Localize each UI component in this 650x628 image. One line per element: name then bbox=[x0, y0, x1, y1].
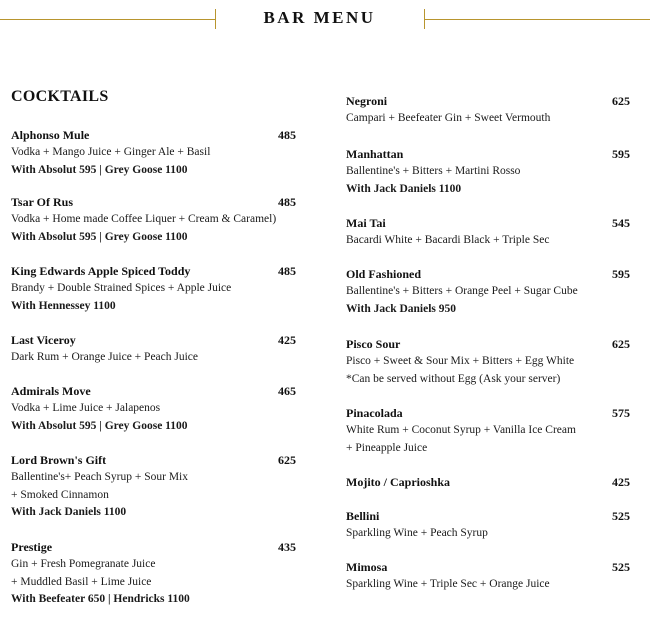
menu-item-name: Mojito / Caprioshka bbox=[346, 475, 451, 489]
menu-item bbox=[346, 558, 630, 594]
menu-title: BAR MENU bbox=[263, 8, 376, 27]
menu-item-ingredients: Gin + Fresh Pomegranate Juice bbox=[11, 558, 156, 570]
menu-item-price: 425 bbox=[612, 475, 630, 489]
menu-item-name: Manhattan bbox=[346, 147, 404, 161]
menu-item-name: Old Fashioned bbox=[346, 267, 422, 281]
menu-item-price: 525 bbox=[612, 509, 630, 523]
header-rule-left bbox=[0, 19, 215, 20]
menu-item-price: 485 bbox=[278, 128, 296, 142]
menu-item-header bbox=[346, 404, 630, 422]
menu-item-spirit-option: With Jack Daniels 1100 bbox=[11, 506, 127, 518]
menu-item-price: 485 bbox=[278, 264, 296, 278]
menu-item-spirit-option: With Hennessey 1100 bbox=[11, 299, 116, 312]
menu-item-spirit-option: With Absolut 595 | Grey Goose 1100 bbox=[11, 419, 188, 432]
menu-item-name: Mai Tai bbox=[346, 216, 386, 230]
menu-item-price: 425 bbox=[278, 333, 296, 347]
menu-item bbox=[11, 382, 296, 435]
menu-item bbox=[11, 331, 296, 367]
menu-item-ingredients: Ballentine's+ Peach Syrup + Sour Mix bbox=[11, 471, 188, 483]
menu-item-name: Pinacolada bbox=[346, 406, 403, 420]
menu-item-name: Bellini bbox=[346, 509, 380, 523]
menu-item-header bbox=[11, 451, 296, 469]
menu-item bbox=[346, 473, 630, 491]
menu-item-ingredients: Brandy + Double Strained Spices + Apple Juice bbox=[11, 282, 232, 294]
menu-item bbox=[346, 335, 630, 388]
menu-item-header bbox=[346, 335, 630, 353]
menu-item-price: 485 bbox=[278, 195, 296, 209]
menu-item-spirit-option: With Jack Daniels 950 bbox=[346, 302, 457, 315]
menu-item bbox=[346, 92, 630, 128]
menu-item-ingredients: Sparkling Wine + Triple Sec + Orange Juice bbox=[346, 578, 550, 590]
menu-item bbox=[11, 538, 296, 609]
menu-item-name: Mimosa bbox=[346, 560, 388, 574]
menu-item-ingredients: Ballentine's + Bitters + Martini Rosso bbox=[346, 165, 521, 177]
menu-item bbox=[346, 265, 630, 318]
menu-item-name: Lord Brown's Gift bbox=[11, 453, 107, 467]
menu-item-ingredients: Sparkling Wine + Peach Syrup bbox=[346, 527, 488, 539]
menu-item-name: Admirals Move bbox=[11, 384, 91, 398]
menu-item-name: Alphonso Mule bbox=[11, 128, 90, 142]
menu-item-header bbox=[346, 92, 630, 110]
menu-item-header bbox=[11, 331, 296, 349]
menu-item-header bbox=[346, 145, 630, 163]
menu-item-ingredients: Pisco + Sweet & Sour Mix + Bitters + Egg White bbox=[346, 355, 575, 367]
menu-item bbox=[346, 214, 630, 250]
menu-item-price: 545 bbox=[612, 216, 630, 230]
menu-item-ingredients: Bacardi White + Bacardi Black + Triple Sec bbox=[346, 234, 550, 246]
menu-item-price: 575 bbox=[612, 406, 630, 420]
menu-item-price: 435 bbox=[278, 540, 296, 554]
menu-item-name: Pisco Sour bbox=[346, 337, 401, 351]
menu-item-name: Prestige bbox=[11, 540, 53, 554]
menu-item-header bbox=[346, 265, 630, 283]
menu-item-ingredients: Campari + Beefeater Gin + Sweet Vermouth bbox=[346, 112, 551, 124]
menu-item-price: 625 bbox=[612, 337, 630, 351]
menu-item bbox=[11, 262, 296, 315]
section-title-cocktails: COCKTAILS bbox=[11, 88, 109, 105]
menu-item-ingredients: Vodka + Mango Juice + Ginger Ale + Basil bbox=[11, 146, 211, 158]
menu-item-price: 625 bbox=[612, 94, 630, 108]
menu-item-name: Last Viceroy bbox=[11, 333, 76, 347]
menu-item-header bbox=[346, 214, 630, 232]
menu-item-price: 625 bbox=[278, 453, 296, 467]
menu-item-ingredients: Vodka + Lime Juice + Jalapenos bbox=[11, 402, 161, 414]
menu-item bbox=[346, 404, 630, 457]
menu-item-ingredients: White Rum + Coconut Syrup + Vanilla Ice Cream bbox=[346, 424, 576, 436]
menu-item-ingredients: Vodka + Home made Coffee Liquer + Cream & Caramel) bbox=[11, 213, 277, 225]
menu-item-header bbox=[346, 507, 630, 525]
menu-item-spirit-option: With Absolut 595 | Grey Goose 1100 bbox=[11, 163, 188, 176]
menu-item bbox=[11, 451, 296, 522]
menu-header bbox=[0, 0, 650, 40]
menu-item bbox=[346, 507, 630, 543]
menu-item-name: Tsar Of Rus bbox=[11, 195, 74, 209]
menu-item bbox=[11, 193, 296, 246]
menu-item-header bbox=[346, 473, 630, 491]
menu-item-price: 595 bbox=[612, 267, 630, 281]
menu-item-header bbox=[11, 538, 296, 556]
menu-item-ingredients: Ballentine's + Bitters + Orange Peel + Sugar Cube bbox=[346, 285, 578, 297]
menu-item-header bbox=[11, 382, 296, 400]
menu-item-ingredients: *Can be served without Egg (Ask your server) bbox=[346, 372, 561, 385]
menu-item bbox=[346, 145, 630, 198]
header-rule-right bbox=[424, 19, 650, 20]
menu-item-spirit-option: With Beefeater 650 | Hendricks 1100 bbox=[11, 593, 190, 605]
menu-item-header bbox=[11, 193, 296, 211]
menu-item-ingredients: + Smoked Cinnamon bbox=[11, 488, 109, 501]
menu-item-header bbox=[11, 126, 296, 144]
menu-item-ingredients: + Muddled Basil + Lime Juice bbox=[11, 575, 152, 588]
menu-item-name: Negroni bbox=[346, 94, 388, 108]
menu-item bbox=[11, 126, 296, 179]
menu-item-ingredients: + Pineapple Juice bbox=[346, 441, 428, 454]
menu-item-ingredients: Dark Rum + Orange Juice + Peach Juice bbox=[11, 351, 199, 363]
menu-item-name: King Edwards Apple Spiced Toddy bbox=[11, 264, 191, 278]
menu-item-price: 465 bbox=[278, 384, 296, 398]
menu-item-price: 525 bbox=[612, 560, 630, 574]
menu-item-spirit-option: With Absolut 595 | Grey Goose 1100 bbox=[11, 230, 188, 243]
menu-item-header bbox=[346, 558, 630, 576]
menu-item-price: 595 bbox=[612, 147, 630, 161]
menu-item-header bbox=[11, 262, 296, 280]
menu-item-spirit-option: With Jack Daniels 1100 bbox=[346, 182, 462, 195]
